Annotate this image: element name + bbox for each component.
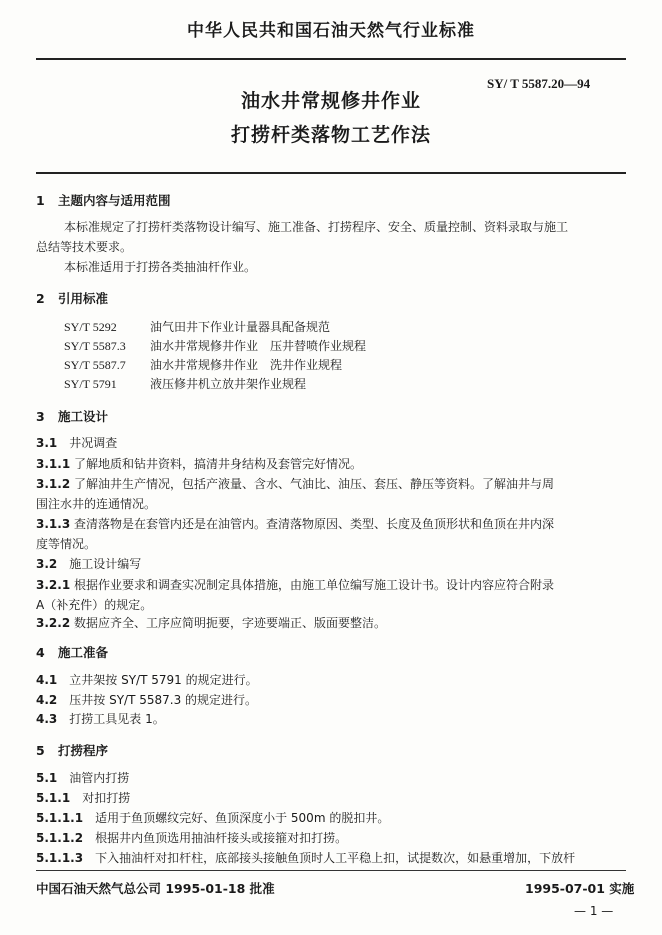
clause-3-2-1-cont: A（补充件）的规定。 [36, 598, 153, 612]
clause-5-1-1-2: 5.1.1.2 根据井内鱼顶选用抽油杆接头或接箍对扣打捞。 [36, 831, 348, 845]
clause-3-1-1: 3.1.1 了解地质和钻井资料，搞清井身结构及套管完好情况。 [36, 457, 363, 471]
clause-5-1: 5.1 油管内打捞 [36, 771, 130, 785]
clause-3-1: 3.1 井况调查 [36, 436, 118, 450]
section-5-heading [36, 741, 108, 759]
section-1-heading [36, 191, 171, 209]
reference-title: 油气田井下作业计量器具配备规范 [150, 320, 331, 334]
approval-line: 中国石油天然气总公司 1995-01-18 批准 [36, 881, 275, 896]
clause-5-1-1-1: 5.1.1.1 适用于鱼顶螺纹完好、鱼顶深度小于 500m 的脱扣井。 [36, 811, 390, 825]
clause-3-2: 3.2 施工设计编写 [36, 557, 142, 571]
clause-5-1-1-3: 5.1.1.3 下入抽油杆对扣杆柱，底部接头接触鱼顶时人工平稳上扣，试提数次，如悬重增加，下放杆 [36, 851, 576, 865]
section-3-heading [36, 407, 108, 425]
clause-5-1-1: 5.1.1 对扣打捞 [36, 791, 131, 805]
section-title: 打捞程序 [58, 743, 109, 758]
title-rule [36, 172, 626, 174]
clause-4-2: 4.2 压井按 SY/T 5587.3 的规定进行。 [36, 693, 258, 707]
section-title: 施工准备 [58, 645, 109, 660]
reference-title: 油水井常规修井作业 洗井作业规程 [150, 358, 343, 372]
page-number: — 1 — [574, 904, 614, 918]
section-4-heading [36, 643, 108, 661]
reference-code: SY/T 5292 [64, 320, 117, 334]
section-number: 4 [36, 645, 45, 660]
document-title-line1: 油水井常规修井作业 [240, 90, 421, 112]
document-title-line2: 打捞杆类落物工艺作法 [230, 124, 431, 146]
header-rule [36, 58, 626, 60]
section-number: 5 [36, 743, 45, 758]
section-title: 主题内容与适用范围 [58, 193, 171, 208]
paragraph: 本标准适用于打捞各类抽油杆作业。 [64, 260, 257, 274]
reference-item [64, 356, 342, 373]
section-number: 1 [36, 193, 45, 208]
standard-code: SY/ T 5587.20—94 [487, 76, 591, 91]
reference-title: 液压修井机立放井架作业规程 [150, 377, 307, 391]
paragraph: 本标准规定了打捞杆类落物设计编写、施工准备、打捞程序、安全、质量控制、资料录取与施工 [64, 220, 569, 234]
reference-code: SY/T 5587.7 [64, 358, 126, 372]
reference-code: SY/T 5791 [64, 377, 117, 391]
section-title: 施工设计 [58, 409, 109, 424]
section-2-heading [36, 289, 108, 307]
section-number: 2 [36, 291, 45, 306]
reference-item [64, 375, 306, 392]
clause-3-1-2-cont: 围注水井的连通情况。 [36, 497, 157, 511]
reference-item [64, 318, 330, 335]
reference-code: SY/T 5587.3 [64, 339, 126, 353]
clause-3-2-2: 3.2.2 数据应齐全、工序应简明扼要，字迹要端正、版面要整洁。 [36, 616, 387, 630]
reference-title: 油水井常规修井作业 压井替喷作业规程 [150, 339, 367, 353]
clause-3-1-3: 3.1.3 查清落物是在套管内还是在油管内。查清落物原因、类型、长度及鱼顶形状和鱼顶在井内深 [36, 517, 555, 531]
reference-item [64, 337, 366, 354]
paragraph: 总结等技术要求。 [36, 240, 133, 254]
section-number: 3 [36, 409, 45, 424]
clause-3-1-3-cont: 度等情况。 [36, 537, 97, 551]
clause-4-1: 4.1 立井架按 SY/T 5791 的规定进行。 [36, 673, 258, 687]
footer-rule [36, 870, 626, 871]
section-title: 引用标准 [58, 291, 109, 306]
clause-3-1-2: 3.1.2 了解油井生产情况，包括产液量、含水、气油比、油压、套压、静压等资料。了解油井与周 [36, 477, 555, 491]
standard-category-title: 中华人民共和国石油天然气行业标准 [187, 21, 475, 41]
implementation-date: 1995-07-01 实施 [525, 881, 635, 896]
clause-4-3: 4.3 打捞工具见表 1。 [36, 712, 165, 726]
clause-3-2-1: 3.2.1 根据作业要求和调查实况制定具体措施，由施工单位编写施工设计书。设计内容应符合附录 [36, 578, 555, 592]
